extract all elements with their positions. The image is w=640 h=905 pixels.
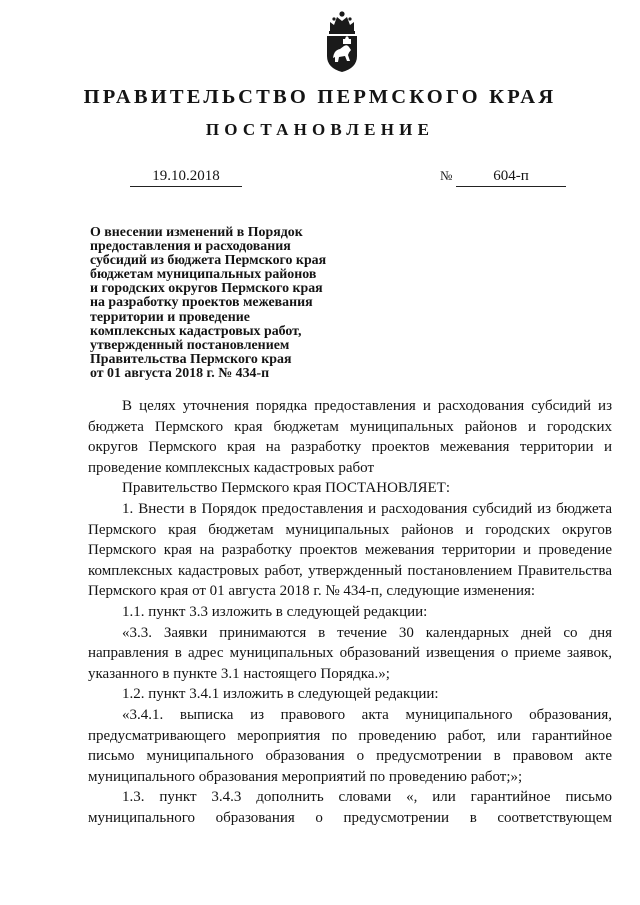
- subject-line: предоставления и расходования: [90, 239, 291, 255]
- subject-line: на разработку проектов межевания: [90, 295, 313, 311]
- subject-line: от 01 августа 2018 г. № 434-п: [90, 365, 270, 381]
- document-type: ПОСТАНОВЛЕНИЕ: [205, 120, 435, 139]
- date-underline: [130, 186, 242, 187]
- item-1-2-paragraph: 1.2. пункт 3.4.1 изложить в следующей редакции:: [122, 686, 439, 703]
- government-title: ПРАВИТЕЛЬСТВО ПЕРМСКОГО КРАЯ: [83, 86, 557, 108]
- number-label: №: [440, 168, 453, 183]
- subject-line: утвержденный постановлением: [90, 337, 290, 353]
- item-3-4-1-text-paragraph: «3.4.1. выписка из правового акта муниципального образования, предусматривающего мероприятия по проведению работ, или гарантийное письмо муниципального образования о предусмотрении в правовом акте муниципального образования мероприятий по проведению работ;»;: [88, 706, 612, 785]
- subject-line: О внесении изменений в Порядок: [90, 225, 303, 240]
- item-1-3-paragraph: 1.3. пункт 3.4.3 дополнить словами «, или гарантийное письмо муниципального образования о предусмотрении в соответствующем: [88, 789, 612, 826]
- date-value: 19.10.2018: [152, 168, 220, 184]
- resolution-paragraph: Правительство Пермского края ПОСТАНОВЛЯЕТ:: [122, 480, 451, 497]
- subject-line: и городских округов Пермского края: [90, 281, 323, 297]
- preamble-paragraph: В целях уточнения порядка предоставления и расходования субсидий из бюджета Пермского края бюджетам муниципальных районов и городских округов Пермского края на разработку проектов межевания территории и проведение комплексных кадастровых работ: [88, 398, 612, 476]
- subject-line: Правительства Пермского края: [90, 351, 292, 367]
- number-underline: [456, 186, 566, 187]
- item-1-paragraph: 1. Внести в Порядок предоставления и расходования субсидий из бюджета Пермского края бюджетам муниципальных районов и городских округов Пермского края на разработку проектов межевания территории и проведение комплексных кадастровых работ, утвержденный постановлением Правительства Пермского края от 01 августа 2018 г. № 434-п, следующие изменения:: [88, 500, 612, 600]
- subject-line: бюджетам муниципальных районов: [90, 267, 317, 283]
- coat-of-arms-icon: [324, 8, 360, 74]
- item-1-1-paragraph: 1.1. пункт 3.3 изложить в следующей редакции:: [122, 603, 428, 620]
- item-3-3-text-paragraph: «3.3. Заявки принимаются в течение 30 календарных дней со дня направления в адрес муниципальных образований извещения о приеме заявок, указанного в пункте 3.1 настоящего Порядка.»;: [88, 624, 612, 682]
- number-value: 604-п: [493, 168, 529, 184]
- subject-line: субсидий из бюджета Пермского края: [90, 253, 327, 269]
- subject-line: комплексных кадастровых работ,: [90, 323, 302, 339]
- document-subject: [90, 226, 420, 381]
- document-number: [456, 168, 566, 187]
- document-body: [88, 396, 612, 828]
- document-date: [130, 168, 242, 187]
- subject-line: территории и проведение: [90, 309, 250, 325]
